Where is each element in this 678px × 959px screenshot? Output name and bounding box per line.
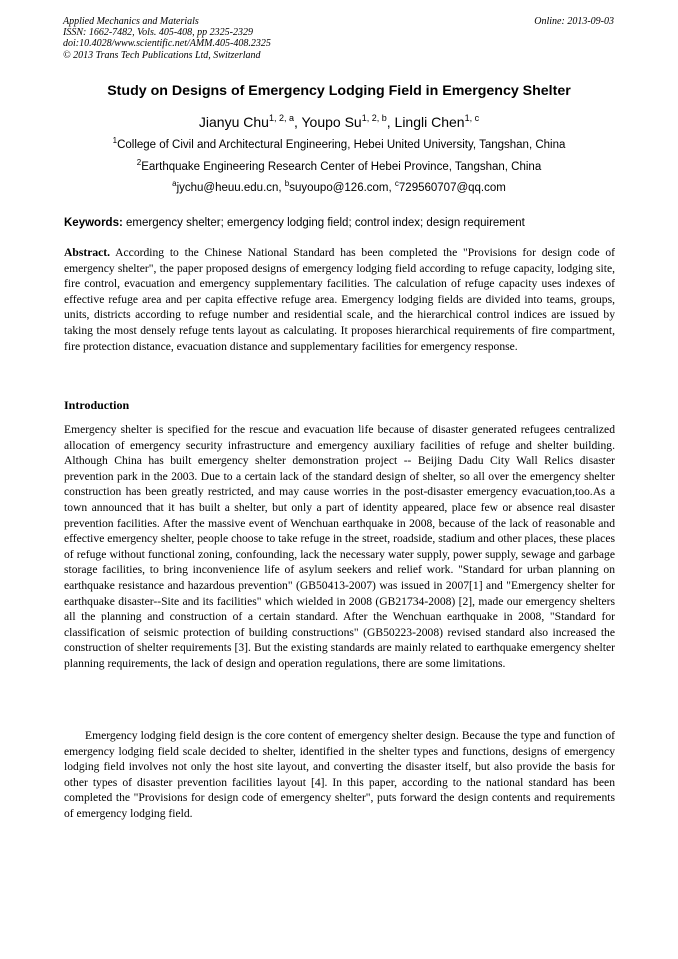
author-name: Lingli Chen bbox=[394, 114, 465, 130]
author-superscript: 1, 2, a bbox=[268, 113, 294, 123]
online-date: Online: 2013-09-03 bbox=[534, 16, 614, 27]
author-name: Youpo Su bbox=[301, 114, 362, 130]
author-superscript: 1, 2, b bbox=[361, 113, 387, 123]
journal-header bbox=[63, 16, 271, 61]
email-superscript: a bbox=[172, 179, 177, 188]
keywords-text: emergency shelter; emergency lodging field; control index; design requirement bbox=[122, 217, 525, 229]
email-superscript: c bbox=[394, 179, 399, 188]
author-superscript: 1, c bbox=[464, 113, 480, 123]
keywords-label: Keywords: bbox=[64, 217, 123, 229]
journal-doi: doi:10.4028/www.scientific.net/AMM.405-408.2325 bbox=[63, 38, 271, 50]
email-text: jychu@heuu.edu.cn, bbox=[176, 182, 285, 194]
journal-name: Applied Mechanics and Materials bbox=[63, 16, 199, 27]
paper-title: Study on Designs of Emergency Lodging Field in Emergency Shelter bbox=[107, 83, 571, 99]
journal-issn: ISSN: 1662-7482, Vols. 405-408, pp 2325-2329 bbox=[63, 27, 253, 39]
author-separator: , bbox=[293, 114, 302, 130]
author-list bbox=[0, 113, 678, 131]
affiliation-2 bbox=[0, 160, 678, 174]
abstract bbox=[64, 245, 615, 354]
introduction-paragraph-1: Emergency shelter is specified for the rescue and evacuation life because of disaster generated refugees centralized allocation of emergency security infrastructure and emergency auxiliary facilities of refuge and shelter building. Although China has built emergency shelter demonstration project -- Beijing Dadu City Wall Relics disaster prevention park in the 2003. Due to a certain lack of the standard design of shelter, so all over the emergency shelter construction has been greatly restricted, and may cause worries in the post-disaster emergency evacuation,too.As a town announced that it has built a shelter, but only a part of identity appeared, place few or absence real disaster prevention facilities. After the massive event of Wenchuan earthquake in 2008, because of the lack of reasonable and effective emergency shelter, people choose to take refuge in the street, roadside, stadium and other places, these places of refuge without functional zoning, confounding, lack the necessary water supply, power supply, sewage and garbage storage facilities, to bring inconvenience life of asylum seekers and relief work. "Standard for urban planning on earthquake resistance and hazardous prevention" (GB50413-2007) was issued in 2007[1] and "Emergency shelter for earthquake disaster--Site and its facilities" which wielded in 2008 (GB21734-2008) [2], made our emergency shelters all the planning and construction of a certain standard. After the Wenchuan earthquake in 2008, "Standard for classification of seismic protection of building constructions" (GB50223-2008) revised standard also increased the construction of shelter requirements [3]. But the existing standards are mainly related to earthquake emergency shelter planning requirements, the lack of design and operation regulations, there are some limitations. bbox=[64, 423, 615, 670]
abstract-label: Abstract. bbox=[64, 246, 111, 259]
author-separator: , bbox=[386, 114, 395, 130]
author-emails bbox=[0, 181, 678, 195]
affiliation-1 bbox=[0, 138, 678, 152]
journal-copyright: © 2013 Trans Tech Publications Ltd, Switzerland bbox=[63, 49, 261, 61]
keywords bbox=[64, 216, 616, 231]
abstract-text: According to the Chinese National Standard has been completed the "Provisions for design code of emergency shelter", the paper proposed designs of emergency lodging field according to refuge capacity, lodging site, fire control, evacuation and emergency supplementary facilities. The calculation of refuge capacity uses indexes of effective refuge area and per capita effective refuge area. Emergency lodging fields are divided into teams, groups, units, districts according to refuge number and residential scale, and the hierarchical control indices are issued by taking the most densely refuge tents layout as calculating. It proposes hierarchical requirements of fire compartment, fire protection distance, evacuation distance and supplementary facilities for emergency response. bbox=[64, 246, 615, 353]
introduction-paragraph-2: Emergency lodging field design is the core content of emergency shelter design. Because the type and function of emergency lodging field scale decided to shelter, identified in the shelter types and functions, designs of emergency lodging field involves not only the host site layout, and converting the disaster itself, but also provide the basis for other types of disaster prevention facilities layout [4]. In this paper, according to the national standard has been completed the "Provisions for design code of emergency shelter", puts forward the design contents and requirements of emergency lodging field. bbox=[64, 729, 615, 820]
email-text: suyoupo@126.com, bbox=[289, 182, 395, 194]
affiliation-superscript: 2 bbox=[136, 158, 142, 167]
author-name: Jianyu Chu bbox=[198, 114, 269, 130]
affiliation-superscript: 1 bbox=[112, 136, 118, 145]
email-superscript: b bbox=[284, 179, 290, 188]
email-text: 729560707@qq.com bbox=[398, 182, 506, 194]
section-heading-introduction: Introduction bbox=[64, 398, 130, 412]
affiliation-text: College of Civil and Architectural Engineering, Hebei United University, Tangshan, China bbox=[117, 139, 566, 151]
affiliation-text: Earthquake Engineering Research Center of Hebei Province, Tangshan, China bbox=[141, 161, 542, 173]
